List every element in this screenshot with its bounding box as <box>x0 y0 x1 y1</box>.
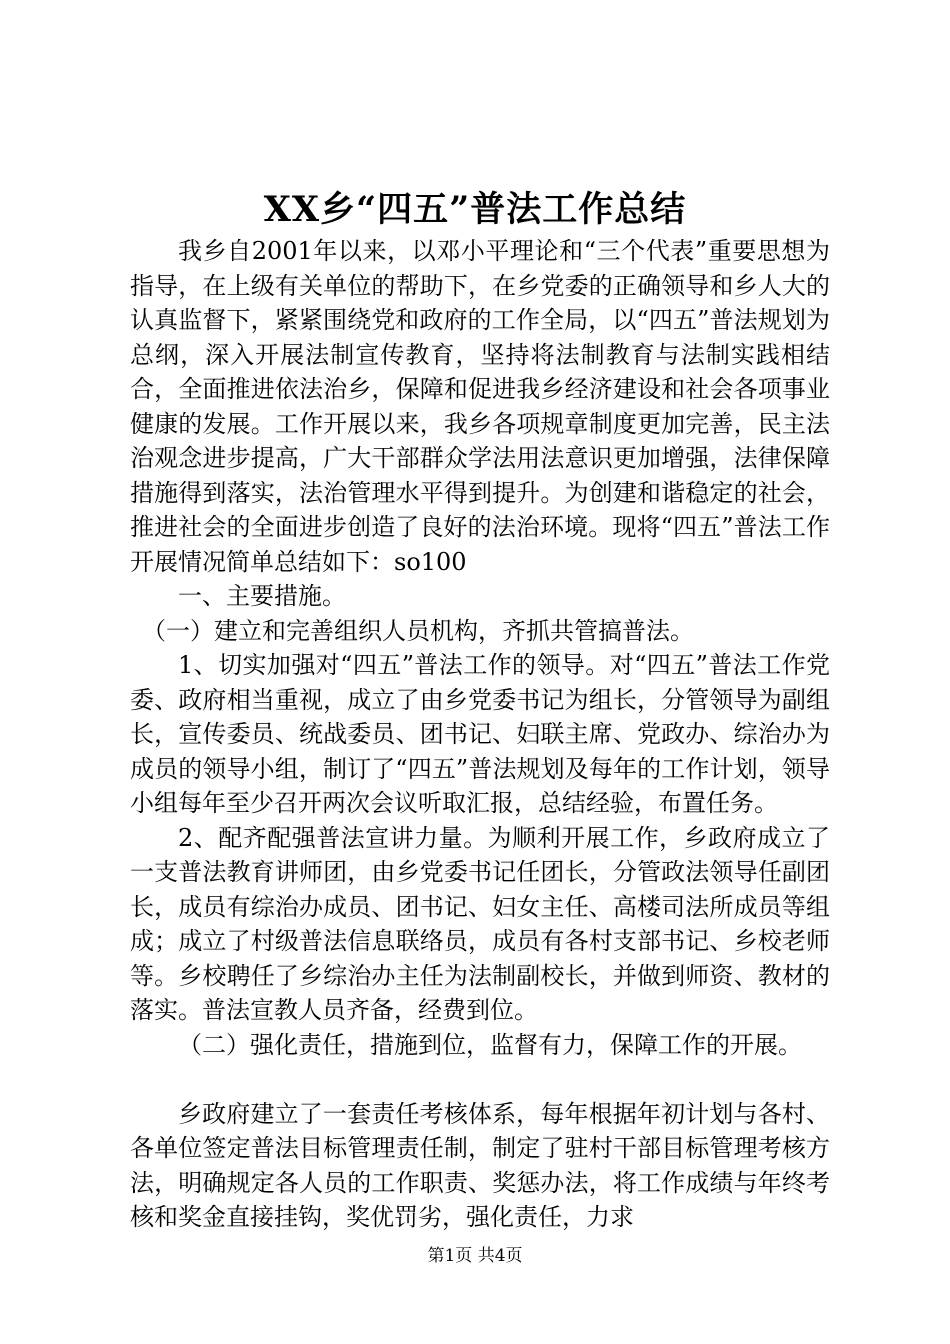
subsection-heading-responsibility: （二）强化责任，措施到位，监督有力，保障工作的开展。 <box>178 1030 802 1059</box>
paragraph-intro: 我乡自2001年以来，以邓小平理论和“三个代表”重要思想为指导，在上级有关单位的帮助下，在乡党委的正确领导和乡人大的认真监督下，紧紧围绕党和政府的工作全局，以“四五”普法规划为总纲，深入开展法制宣传教育，坚持将法制教育与法制实践相结合，全面推进依法治乡，保障和促进我乡经济建设和社会各项事业健康的发展。工作开展以来，我乡各项规章制度更加完善，民主法治观念进步提高，广大干部群众学法用法意识更加增强，法律保障措施得到落实，法治管理水平得到提升。为创建和谐稳定的社会，推进社会的全面进步创造了良好的法治环境。现将“四五”普法工作开展情况简单总结如下：so100 <box>130 237 830 576</box>
subsection-heading-organization: （一）建立和完善组织人员机构，齐抓共管搞普法。 <box>142 616 694 645</box>
document-title: XX乡“四五”普法工作总结 <box>263 189 687 230</box>
paragraph-gap <box>130 1062 830 1097</box>
document-body <box>130 234 830 1235</box>
section-heading-main-measures: 一、主要措施。 <box>178 582 346 610</box>
page-footer: 第1页 共4页 <box>427 1246 523 1266</box>
paragraph-item-1: 1、切实加强对“四五”普法工作的领导。对“四五”普法工作党委、政府相当重视，成立了由乡党委书记为组长，分管领导为副组长，宣传委员、统战委员、团书记、妇联主席、党政办、综治办为成员的领导小组，制订了“四五”普法规划及每年的工作计划，领导小组每年至少召开两次会议听取汇报，总结经验，布置任务。 <box>130 651 830 817</box>
paragraph-item-2: 2、配齐配强普法宣讲力量。为顺利开展工作，乡政府成立了一支普法教育讲师团，由乡党委书记任团长，分管政法领导任副团长，成员有综治办成员、团书记、妇女主任、高楼司法所成员等组成；成立了村级普法信息联络员，成员有各村支部书记、乡校老师等。乡校聘任了乡综治办主任为法制副校长，并做到师资、教材的落实。普法宣教人员齐备，经费到位。 <box>130 823 830 1024</box>
paragraph-item-3: 乡政府建立了一套责任考核体系，每年根据年初计划与各村、各单位签定普法目标管理责任制，制定了驻村干部目标管理考核方法，明确规定各人员的工作职责、奖惩办法，将工作成绩与年终考核和奖金直接挂钩，奖优罚劣，强化责任，力求 <box>130 1099 830 1231</box>
